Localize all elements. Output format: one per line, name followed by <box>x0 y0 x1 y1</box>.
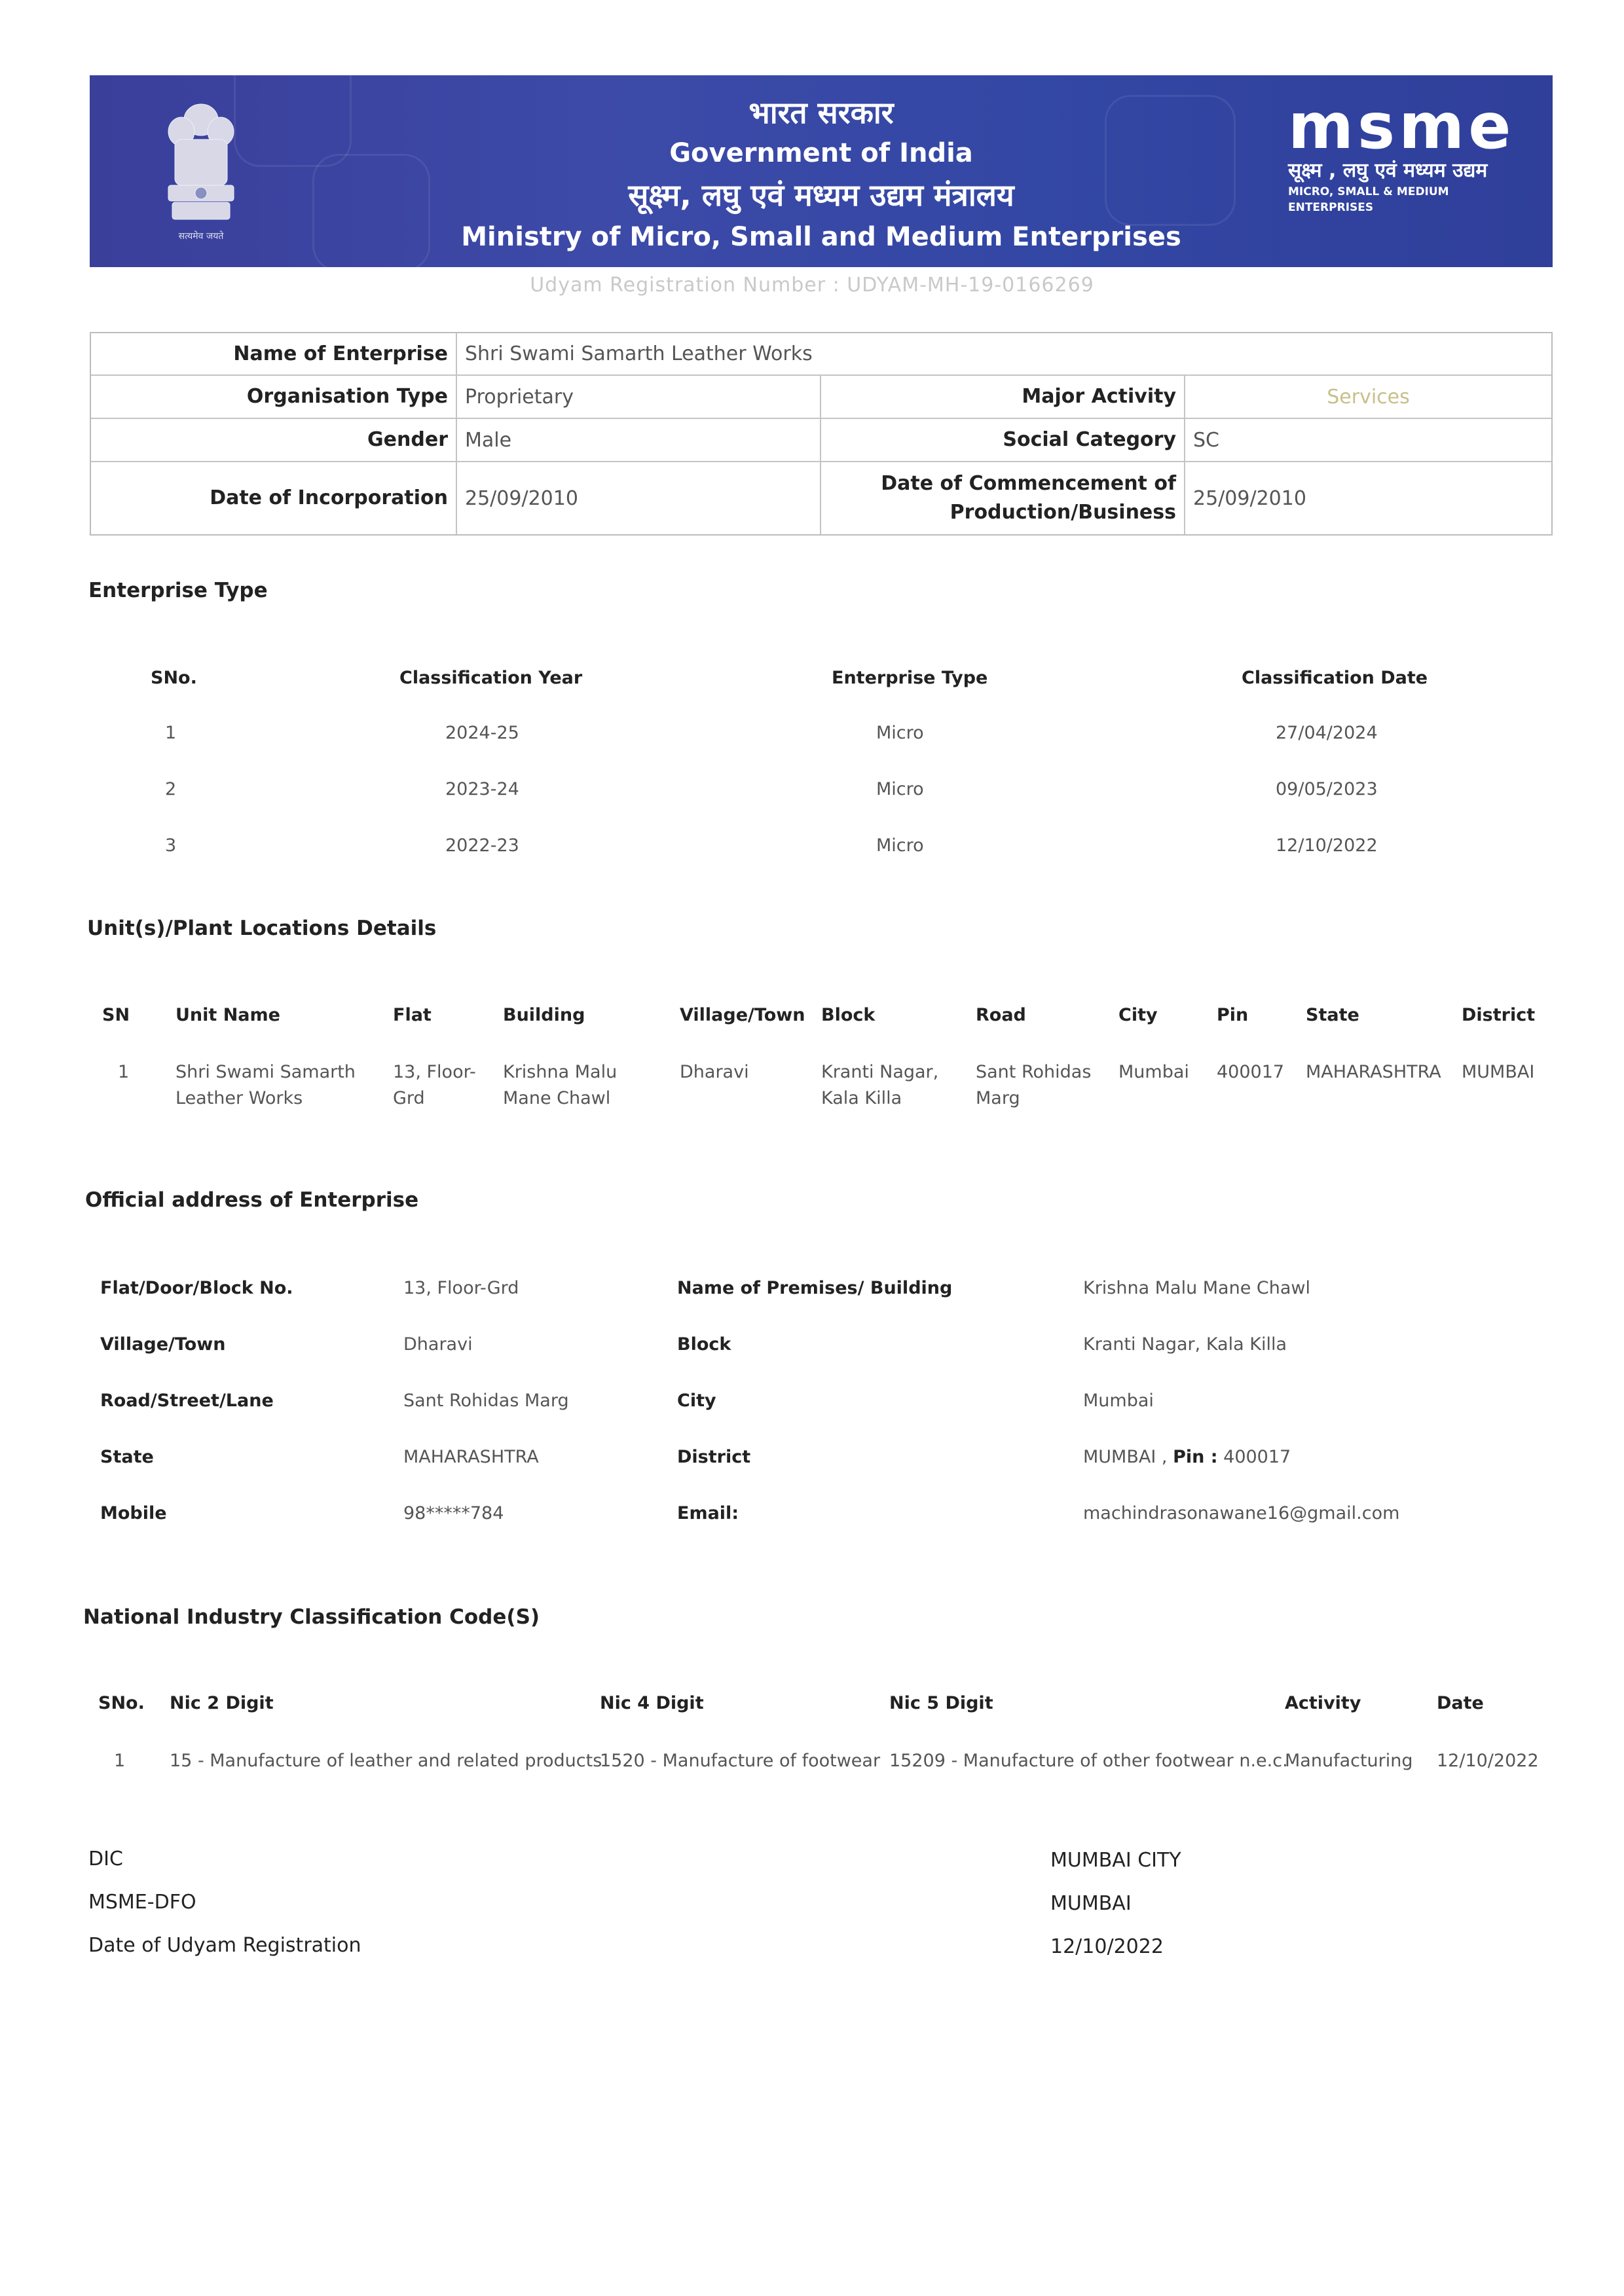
dic-value: MUMBAI CITY <box>1050 1849 1181 1872</box>
et-header-date: Classification Date <box>1242 668 1428 688</box>
nic-row-5digit: 15209 - Manufacture of other footwear n.e.c. <box>889 1751 1288 1771</box>
addr-block-value: Kranti Nagar, Kala Killa <box>1083 1334 1287 1355</box>
et-row-1-date: 27/04/2024 <box>1276 723 1378 743</box>
addr-mobile-value: 98*****784 <box>403 1503 504 1523</box>
unit-row-flat-line2: Grd <box>393 1088 425 1108</box>
unit-row-pin: 400017 <box>1217 1062 1285 1082</box>
unit-header-village: Village/Town <box>680 1005 805 1025</box>
addr-village-value: Dharavi <box>403 1334 473 1355</box>
date-of-commencement-label <box>820 462 1184 534</box>
addr-road-label: Road/Street/Lane <box>100 1391 274 1411</box>
unit-header-block: Block <box>821 1005 876 1025</box>
unit-header-building: Building <box>503 1005 585 1025</box>
unit-row-city: Mumbai <box>1118 1062 1189 1082</box>
dic-label: DIC <box>88 1848 123 1870</box>
date-of-commencement-label-line1: Date of Commencement of <box>881 472 1176 495</box>
addr-premises-value: Krishna Malu Mane Chawl <box>1083 1278 1311 1298</box>
et-row-2-year: 2023-24 <box>445 779 519 799</box>
official-address-title: Official address of Enterprise <box>85 1188 419 1212</box>
et-row-1-sno: 1 <box>165 723 177 743</box>
header-banner <box>90 75 1553 267</box>
info-row-gender <box>91 419 1551 462</box>
date-of-commencement-value: 25/09/2010 <box>1184 462 1551 534</box>
unit-row-sn: 1 <box>118 1062 130 1082</box>
addr-pin-label: Pin : <box>1173 1447 1218 1467</box>
unit-row-road-line2: Marg <box>976 1088 1020 1108</box>
nic-header-5digit: Nic 5 Digit <box>889 1693 993 1713</box>
nic-row-4digit: 1520 - Manufacture of footwear <box>600 1751 881 1771</box>
gender-value: Male <box>456 419 820 461</box>
addr-village-label: Village/Town <box>100 1334 226 1355</box>
msme-logo <box>1288 90 1515 215</box>
unit-header-city: City <box>1118 1005 1158 1025</box>
addr-block-label: Block <box>677 1334 731 1355</box>
unit-header-flat: Flat <box>393 1005 432 1025</box>
info-row-name <box>91 333 1551 376</box>
unit-header-sn: SN <box>102 1005 130 1025</box>
addr-mobile-label: Mobile <box>100 1503 167 1523</box>
date-of-commencement-label-line2: Production/Business <box>950 501 1176 524</box>
unit-header-unit-name: Unit Name <box>175 1005 280 1025</box>
organisation-type-value: Proprietary <box>456 376 820 418</box>
date-of-incorporation-label: Date of Incorporation <box>210 486 448 509</box>
unit-row-building-line1: Krishna Malu <box>503 1062 618 1082</box>
unit-row-unit-name-line1: Shri Swami Samarth <box>175 1062 356 1082</box>
unit-row-road-line1: Sant Rohidas <box>976 1062 1092 1082</box>
unit-row-road <box>976 1059 1091 1112</box>
udyam-registration-date-value: 12/10/2022 <box>1050 1935 1164 1958</box>
unit-row-district: MUMBAI <box>1462 1062 1535 1082</box>
addr-pin-value: 400017 <box>1223 1447 1291 1467</box>
government-title: Government of India <box>669 138 973 168</box>
et-row-2-type: Micro <box>876 779 924 799</box>
msme-logo-subtitle: MICRO, SMALL & MEDIUM ENTERPRISES <box>1288 185 1449 214</box>
major-activity-value: Services <box>1184 376 1551 418</box>
unit-header-road: Road <box>976 1005 1026 1025</box>
addr-district-label: District <box>677 1447 751 1467</box>
nic-row-date: 12/10/2022 <box>1437 1751 1539 1771</box>
unit-row-flat-line1: 13, Floor- <box>393 1062 476 1082</box>
hindi-government-title: भारत सरकार <box>748 95 894 130</box>
unit-row-block-line1: Kranti Nagar, <box>821 1062 939 1082</box>
nic-header-sno: SNo. <box>98 1693 145 1713</box>
nic-row-2digit: 15 - Manufacture of leather and related products <box>170 1751 602 1771</box>
addr-email-value: machindrasonawane16@gmail.com <box>1083 1503 1400 1523</box>
nic-header-2digit: Nic 2 Digit <box>170 1693 274 1713</box>
et-header-type: Enterprise Type <box>832 668 988 688</box>
et-row-3-year: 2022-23 <box>445 835 519 856</box>
social-category-value: SC <box>1184 419 1551 461</box>
addr-flat-value: 13, Floor-Grd <box>403 1278 519 1298</box>
unit-locations-title: Unit(s)/Plant Locations Details <box>87 917 437 940</box>
udyam-registration-number: Udyam Registration Number : UDYAM-MH-19-0166269 <box>530 274 1094 297</box>
organisation-type-label: Organisation Type <box>246 385 448 408</box>
nic-row-sno: 1 <box>114 1751 126 1771</box>
nic-header-activity: Activity <box>1285 1693 1361 1713</box>
et-row-3-sno: 3 <box>165 835 177 856</box>
udyam-registration-date-label: Date of Udyam Registration <box>88 1934 361 1957</box>
ministry-title: Ministry of Micro, Small and Medium Enterprises <box>461 222 1181 252</box>
unit-row-unit-name-line2: Leather Works <box>175 1088 303 1108</box>
unit-row-village: Dharavi <box>680 1062 749 1082</box>
nic-header-date: Date <box>1437 1693 1484 1713</box>
msme-dfo-label: MSME-DFO <box>88 1891 196 1914</box>
unit-row-state: MAHARASHTRA <box>1306 1062 1441 1082</box>
msme-logo-word: msme <box>1288 90 1515 163</box>
date-of-incorporation-value: 25/09/2010 <box>456 462 820 534</box>
info-row-dates <box>91 462 1551 534</box>
msme-dfo-value: MUMBAI <box>1050 1892 1132 1915</box>
et-row-1-year: 2024-25 <box>445 723 519 743</box>
et-header-sno: SNo. <box>151 668 197 688</box>
addr-road-value: Sant Rohidas Marg <box>403 1391 569 1411</box>
addr-district-name: MUMBAI <box>1083 1447 1156 1467</box>
et-row-1-type: Micro <box>876 723 924 743</box>
addr-city-value: Mumbai <box>1083 1391 1154 1411</box>
et-header-year: Classification Year <box>399 668 583 688</box>
hindi-ministry-title: सूक्ष्म, लघु एवं मध्यम उद्यम मंत्रालय <box>628 177 1014 213</box>
emblem-caption: सत्यमेव जयते <box>178 231 224 242</box>
unit-row-building <box>503 1059 617 1112</box>
msme-logo-hindi: सूक्ष्म , लघु एवं मध्यम उद्यम <box>1288 159 1488 182</box>
social-category-label: Social Category <box>820 419 1184 461</box>
nic-title: National Industry Classification Code(S) <box>83 1605 540 1629</box>
addr-flat-label: Flat/Door/Block No. <box>100 1278 293 1298</box>
unit-header-pin: Pin <box>1217 1005 1249 1025</box>
nic-header-4digit: Nic 4 Digit <box>600 1693 704 1713</box>
nic-row-activity: Manufacturing <box>1285 1751 1413 1771</box>
info-row-org <box>91 376 1551 419</box>
addr-district-value: MUMBAI , Pin : 400017 <box>1083 1447 1291 1467</box>
unit-row-building-line2: Mane Chawl <box>503 1088 611 1108</box>
et-row-3-date: 12/10/2022 <box>1276 835 1378 856</box>
addr-state-value: MAHARASHTRA <box>403 1447 539 1467</box>
unit-header-district: District <box>1462 1005 1536 1025</box>
addr-email-label: Email: <box>677 1503 739 1523</box>
et-row-2-date: 09/05/2023 <box>1276 779 1378 799</box>
unit-row-block-line2: Kala Killa <box>821 1088 902 1108</box>
enterprise-type-title: Enterprise Type <box>88 579 268 602</box>
unit-row-block <box>821 1059 938 1112</box>
et-row-2-sno: 2 <box>165 779 177 799</box>
addr-city-label: City <box>677 1391 716 1411</box>
enterprise-info-table <box>90 332 1553 536</box>
unit-header-state: State <box>1306 1005 1359 1025</box>
et-row-3-type: Micro <box>876 835 924 856</box>
unit-row-flat <box>393 1059 476 1112</box>
name-of-enterprise-label: Name of Enterprise <box>233 342 448 365</box>
addr-premises-label: Name of Premises/ Building <box>677 1278 953 1298</box>
gender-label: Gender <box>367 428 448 451</box>
unit-row-unit-name <box>175 1059 356 1112</box>
addr-state-label: State <box>100 1447 154 1467</box>
name-of-enterprise-value: Shri Swami Samarth Leather Works <box>456 333 1551 374</box>
major-activity-label: Major Activity <box>820 376 1184 418</box>
